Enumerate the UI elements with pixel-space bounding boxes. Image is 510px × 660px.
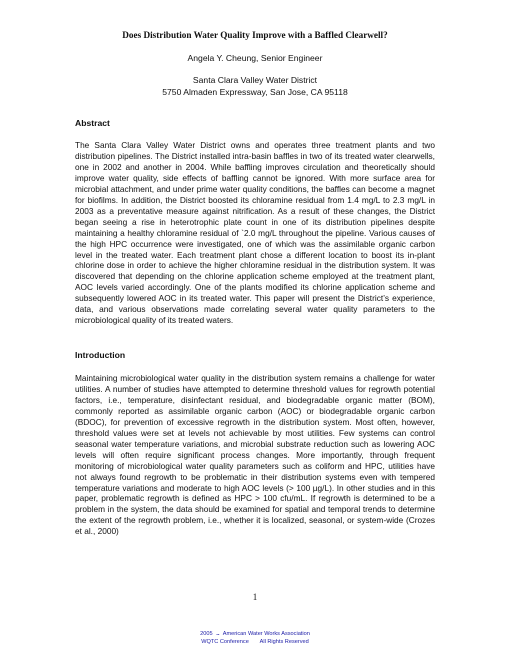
footer-organization: American Water Works Association xyxy=(222,631,310,637)
affiliation-organization: Santa Clara Valley Water District xyxy=(192,75,318,85)
affiliation-address: 5750 Almaden Expressway, San Jose, CA 95118 xyxy=(162,87,348,97)
paper-title: Does Distribution Water Quality Improve with a Baffled Clearwell? xyxy=(122,30,388,40)
awwa-logo-icon: .. xyxy=(216,631,220,637)
abstract-heading: Abstract xyxy=(75,118,110,128)
footer-line-1 xyxy=(0,630,510,638)
footer-year: 2005 xyxy=(200,631,213,637)
footer-event: WQTC Conference xyxy=(201,639,249,645)
page-number: 1 xyxy=(252,592,258,602)
introduction-heading: Introduction xyxy=(75,350,126,360)
footer-rights: All Rights Reserved xyxy=(259,639,309,645)
page-footer xyxy=(0,630,510,646)
footer-line-2 xyxy=(0,638,510,646)
affiliation-block xyxy=(0,74,510,98)
abstract-text: The Santa Clara Valley Water District owns and operates three treatment plants and two distribution pipelines. The District installed intra-basin baffles in two of its treated water clearwells, one in 2002 and another in 2004. While baffling improves circulation and theoretically should improve water quality, side effects of baffling cannot be ignored. With more surface area for microbial attachment, and under prime water quality conditions, the baffles can become a magnet for biofilms. In addition, the District boosted its chloramine residual from 1.4 mg/L to 2.3 mg/L in 2003 as a preventative measure against nitrification. As a result of these changes, the District began seeing a rise in heterotrophic plate count in one of its distribution pipelines despite maintaining a healthy chloramine residual of `2.0 mg/L throughout the pipeline. Various causes of the high HPC occurrence were investigated, one of which was the assimilable organic carbon level in the treated water. Each treatment plant chose a different location to boost its in-plant chlorine dose in order to achieve the higher chloramine residual in the distribution system. It was discovered that depending on the chlorine application scheme employed at the treatment plant, AOC levels varied accordingly. One of the plants modified its chlorine application scheme and subsequently lowered AOC in its treated water. This paper will present the District’s experience, data, and various observations made correlating several water quality parameters to the microbiological quality of its treated waters. xyxy=(75,140,435,326)
introduction-text: Maintaining microbiological water quality in the distribution system remains a challenge for water utilities. A number of studies have attempted to determine threshold values for regrowth potential factors, i.e., temperature, disinfectant residual, and biodegradable organic matter (BOM), commonly reported as assimilable organic carbon (AOC) or biodegradable organic carbon (BDOC), for prevention of excessive regrowth in the distribution system. Most often, however, threshold values were set at levels not achievable by most utilities. Few systems can control seasonal water temperature variations, and microbial substrate reduction such as lowering AOC levels will often require significant process changes. More importantly, through frequent monitoring of microbiological water quality parameters such as coliform and HPC, utilities have not always found regrowth to be problematic in their distribution systems even with tempered temperature variations and moderate to high AOC levels (> 100 µg/L). In other studies and in this paper, problematic regrowth is defined as HPC > 100 cfu/mL. If regrowth is determined to be a problem in the system, the data should be examined for spatial and temporal trends to determine the extent of the regrowth problem, i.e., whether it is localized, seasonal, or system-wide (Crozes et al., 2000) xyxy=(75,373,435,537)
author-line: Angela Y. Cheung, Senior Engineer xyxy=(187,53,323,63)
